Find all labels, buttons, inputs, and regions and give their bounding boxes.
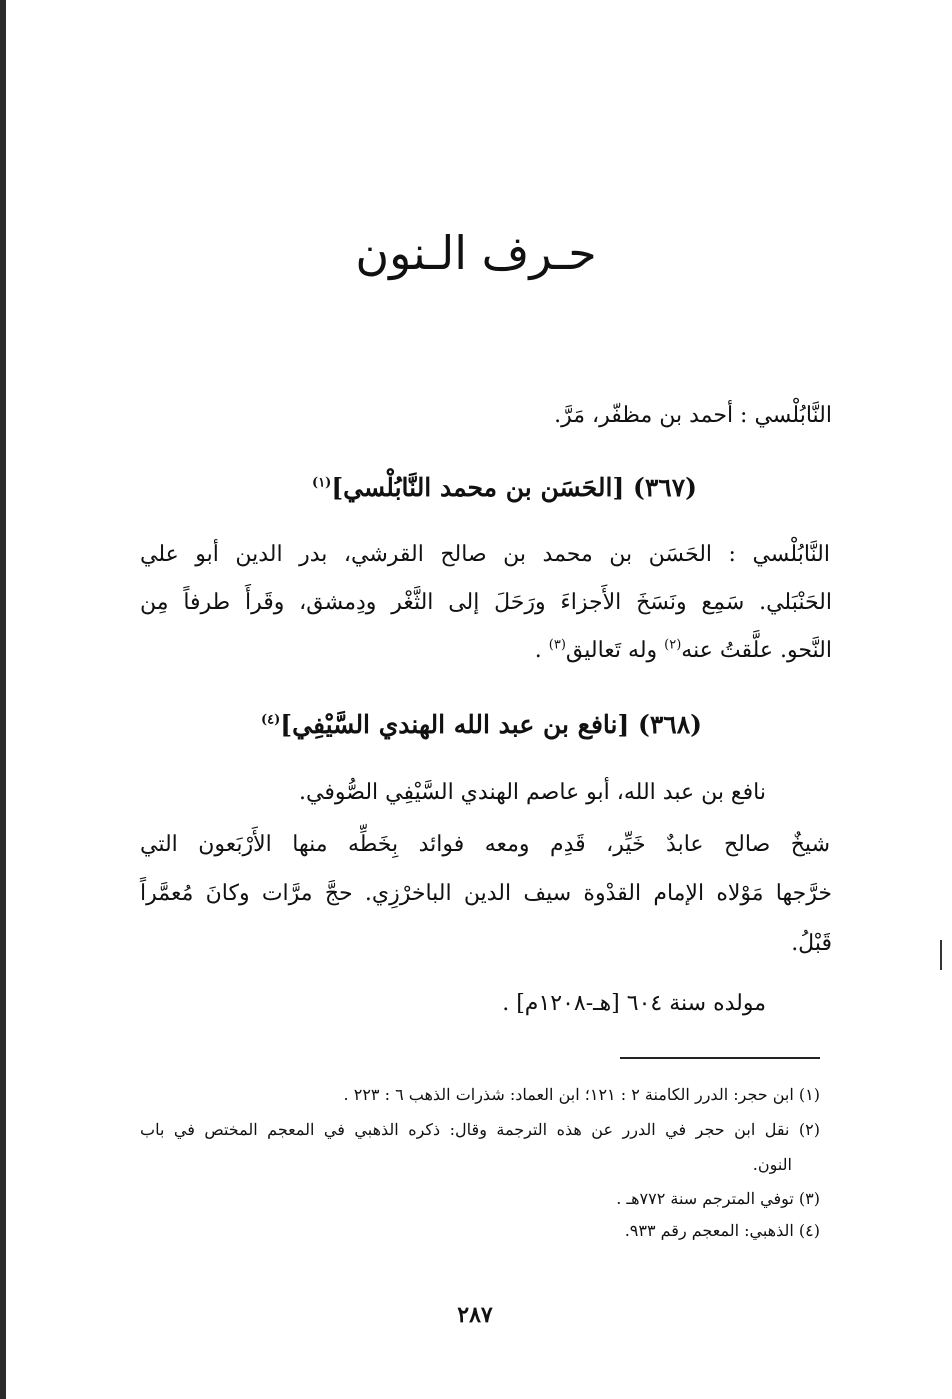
footnote-3: (٣) توفي المترجم سنة ٧٧٢هـ . (616, 1189, 820, 1208)
page-number: ٢٨٧ (457, 1302, 493, 1328)
entry-367-heading-text: (٣٦٧) [الحَسَن بن محمد النَّابُلْسي] (331, 473, 697, 502)
entry-367-line-3 (140, 633, 832, 669)
entry-368-heading (261, 705, 702, 745)
footnote-ref-2: (٢) (664, 637, 682, 653)
footnote-ref-3: (٣) (548, 637, 566, 653)
entry-368-line-2: شيخٌ صالح عابدٌ خَيِّر، قَدِم ومعه فوائد بِخَطِّه منها الأَرْبَعون التي (140, 832, 830, 857)
entry-368-line-4: قَبْلُ. (791, 931, 832, 956)
chapter-title: حـرف الـنون (355, 226, 597, 280)
scan-mark (940, 940, 942, 970)
entry-367-line-3a: النَّحو. علَّقتُ عنه (681, 638, 832, 663)
footnote-rule (620, 1057, 820, 1059)
entry-367-line-1: النَّابُلْسي : الحَسَن بن محمد بن صالح القرشي، بدر الدين أبو علي (140, 542, 830, 567)
entry-367-line-3c: . (534, 638, 549, 663)
footnote-2: (٢) نقل ابن حجر في الدرر عن هذه الترجمة وقال: ذكره الذهبي في المعجم المختص في باب (140, 1120, 820, 1139)
entry-368-heading-text: (٣٦٨) [نافع بن عبد الله الهندي السَّيْفِي] (280, 710, 702, 739)
entry-368-heading-note: (٤) (260, 712, 281, 728)
footnote-2-cont: النون. (752, 1155, 792, 1174)
footnote-1: (١) ابن حجر: الدرر الكامنة ٢ : ١٢١؛ ابن العماد: شذرات الذهب ٦ : ٢٢٣ . (343, 1085, 820, 1104)
entry-368-line-1: نافع بن عبد الله، أبو عاصم الهندي السَّيْفِي الصُّوفي. (299, 780, 766, 805)
binding-edge (0, 0, 6, 1399)
entry-367-heading-note: (١) (312, 475, 332, 491)
entry-367-heading (312, 468, 697, 508)
entry-368-line-5: مولده سنة ٦٠٤ [هـ-١٢٠٨م] . (502, 991, 766, 1016)
intro-line: النَّابُلْسي : أحمد بن مظفّر، مَرَّ. (554, 403, 832, 428)
entry-368-line-3: خرَّجها مَوْلاه الإمام القدْوة سيف الدين الباخرْزِي. حجَّ مرَّات وكانَ مُعمَّراً (140, 881, 832, 906)
entry-367-line-3b: وله تَعاليق (565, 638, 665, 663)
footnote-4: (٤) الذهبي: المعجم رقم ٩٣٣. (624, 1221, 820, 1240)
entry-367-line-2: الحَنْبَلي. سَمِع ونَسَخَ الأَجزاءَ ورَحَلَ إلى الثَّغْر ودِمشق، وقَرأَ طرفاً مِن (140, 590, 832, 615)
